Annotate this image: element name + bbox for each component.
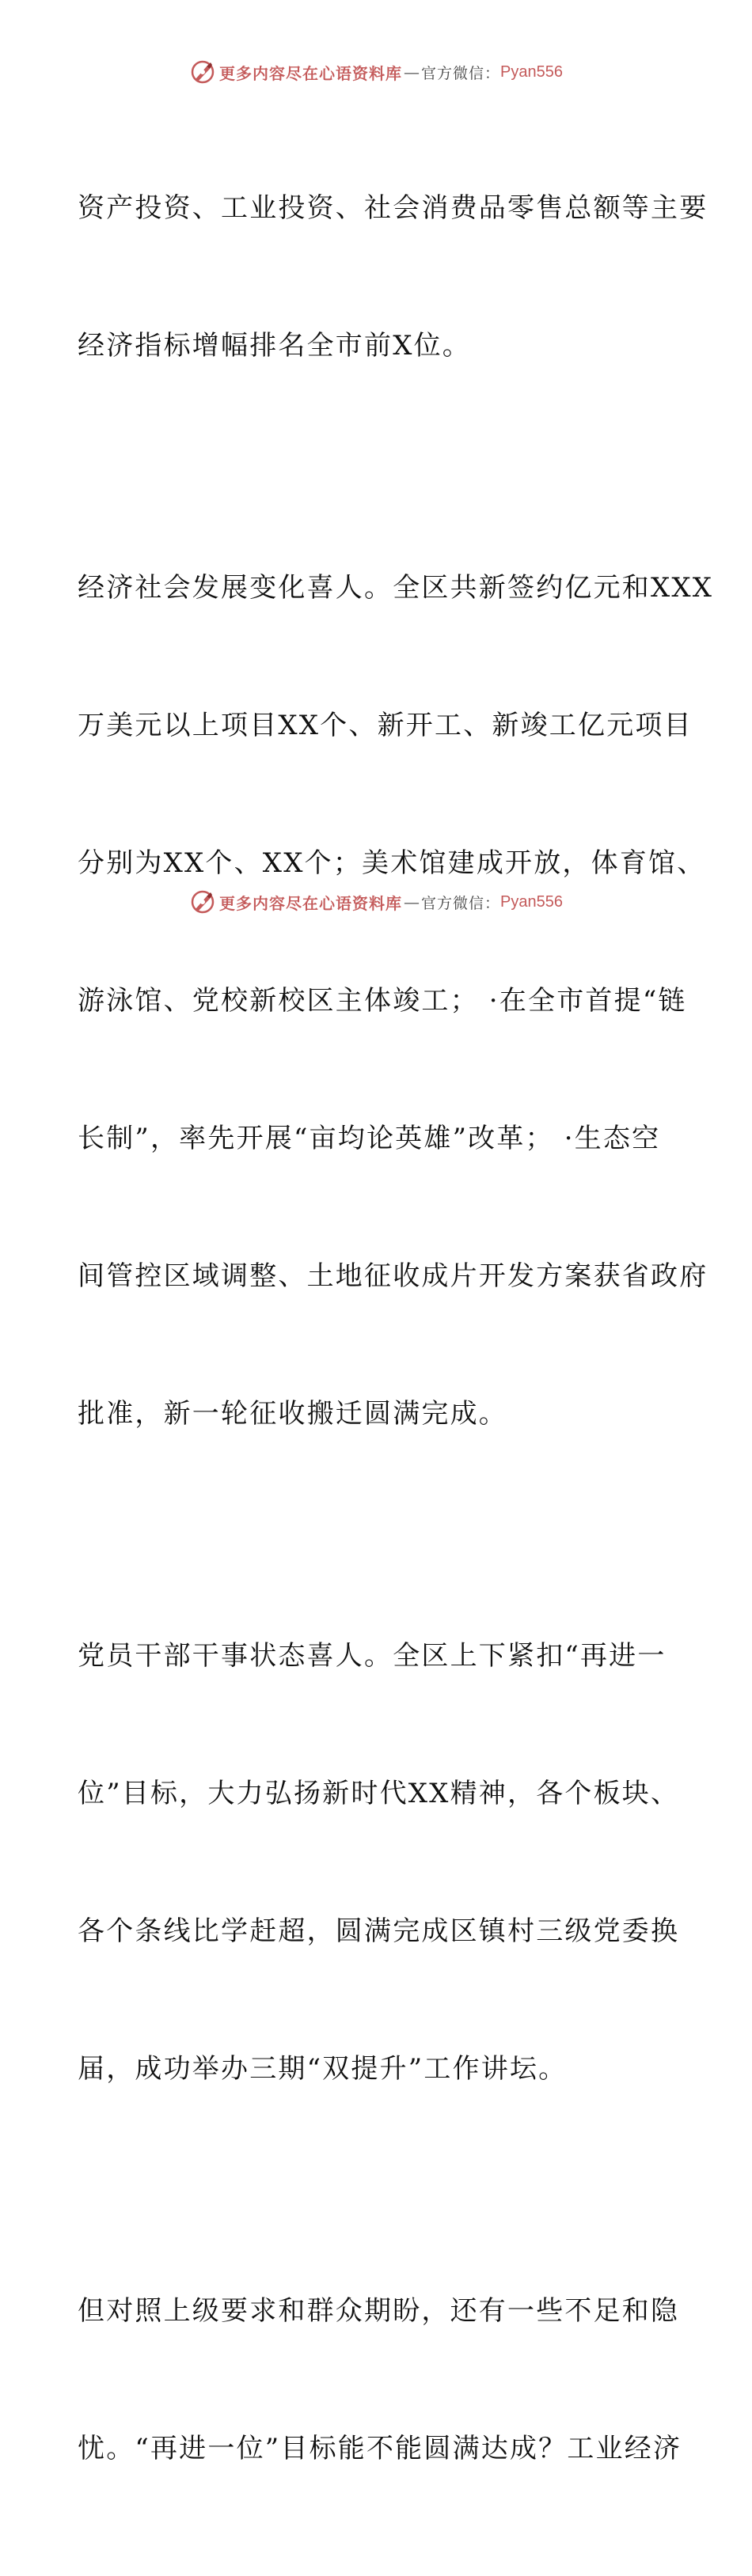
text-line: 党员干部干事状态喜人。全区上下紧扣“再进一	[78, 1640, 667, 1672]
text-line: 资产投资、工业投资、社会消费品零售总额等主要	[78, 192, 708, 224]
text-line: 分别为XX个、XX个；美术馆建成开放，体育馆、	[78, 847, 706, 879]
text-line: 间管控区域调整、土地征收成片开发方案获省政府	[78, 1260, 708, 1292]
text-line: 长制”，率先开展“亩均论英雄”改革； ·生态空	[78, 1123, 661, 1154]
footer-brand-text: 更多内容尽在心语资料库	[219, 893, 402, 913]
footer-dash: —	[404, 892, 420, 911]
header-brand-text: 更多内容尽在心语资料库	[219, 63, 402, 83]
text-line: 批准，新一轮征收搬迁圆满完成。	[78, 1398, 507, 1430]
text-line: 游泳馆、党校新校区主体竣工； ·在全市首提“链	[78, 985, 687, 1017]
text-line: 忧。“再进一位”目标能不能圆满达成？工业经济	[78, 2433, 682, 2464]
text-line: 但对照上级要求和群众期盼，还有一些不足和隐	[78, 2295, 680, 2327]
footer-wechat-id: Pyan556	[500, 892, 563, 911]
header-dash: —	[404, 63, 420, 81]
paragraph-4	[78, 2196, 682, 2563]
footer-watermark	[0, 886, 752, 918]
header-official-label: 官方微信：	[421, 64, 501, 82]
quill-logo-icon	[189, 59, 216, 85]
text-line: 届，成功举办三期“双提升”工作讲坛。	[78, 2053, 568, 2085]
paragraph-1	[78, 93, 708, 460]
header-watermark	[0, 56, 752, 88]
text-line: 万美元以上项目XX个、新开工、新竣工亿元项目	[78, 710, 693, 741]
footer-official-label: 官方微信：	[421, 894, 501, 912]
text-line: 经济指标增幅排名全市前X位。	[78, 330, 472, 362]
text-line: 经济社会发展变化喜人。全区共新签约亿元和XXX	[78, 572, 714, 604]
paragraph-2	[78, 473, 714, 1529]
header-wechat-id: Pyan556	[500, 63, 563, 81]
paragraph-3	[78, 1541, 679, 2184]
text-line: 位”目标，大力弘扬新时代XX精神，各个板块、	[78, 1778, 680, 1809]
quill-logo-icon	[189, 888, 216, 915]
text-line: 各个条线比学赶超，圆满完成区镇村三级党委换	[78, 1915, 680, 1947]
document-body	[78, 93, 714, 2576]
